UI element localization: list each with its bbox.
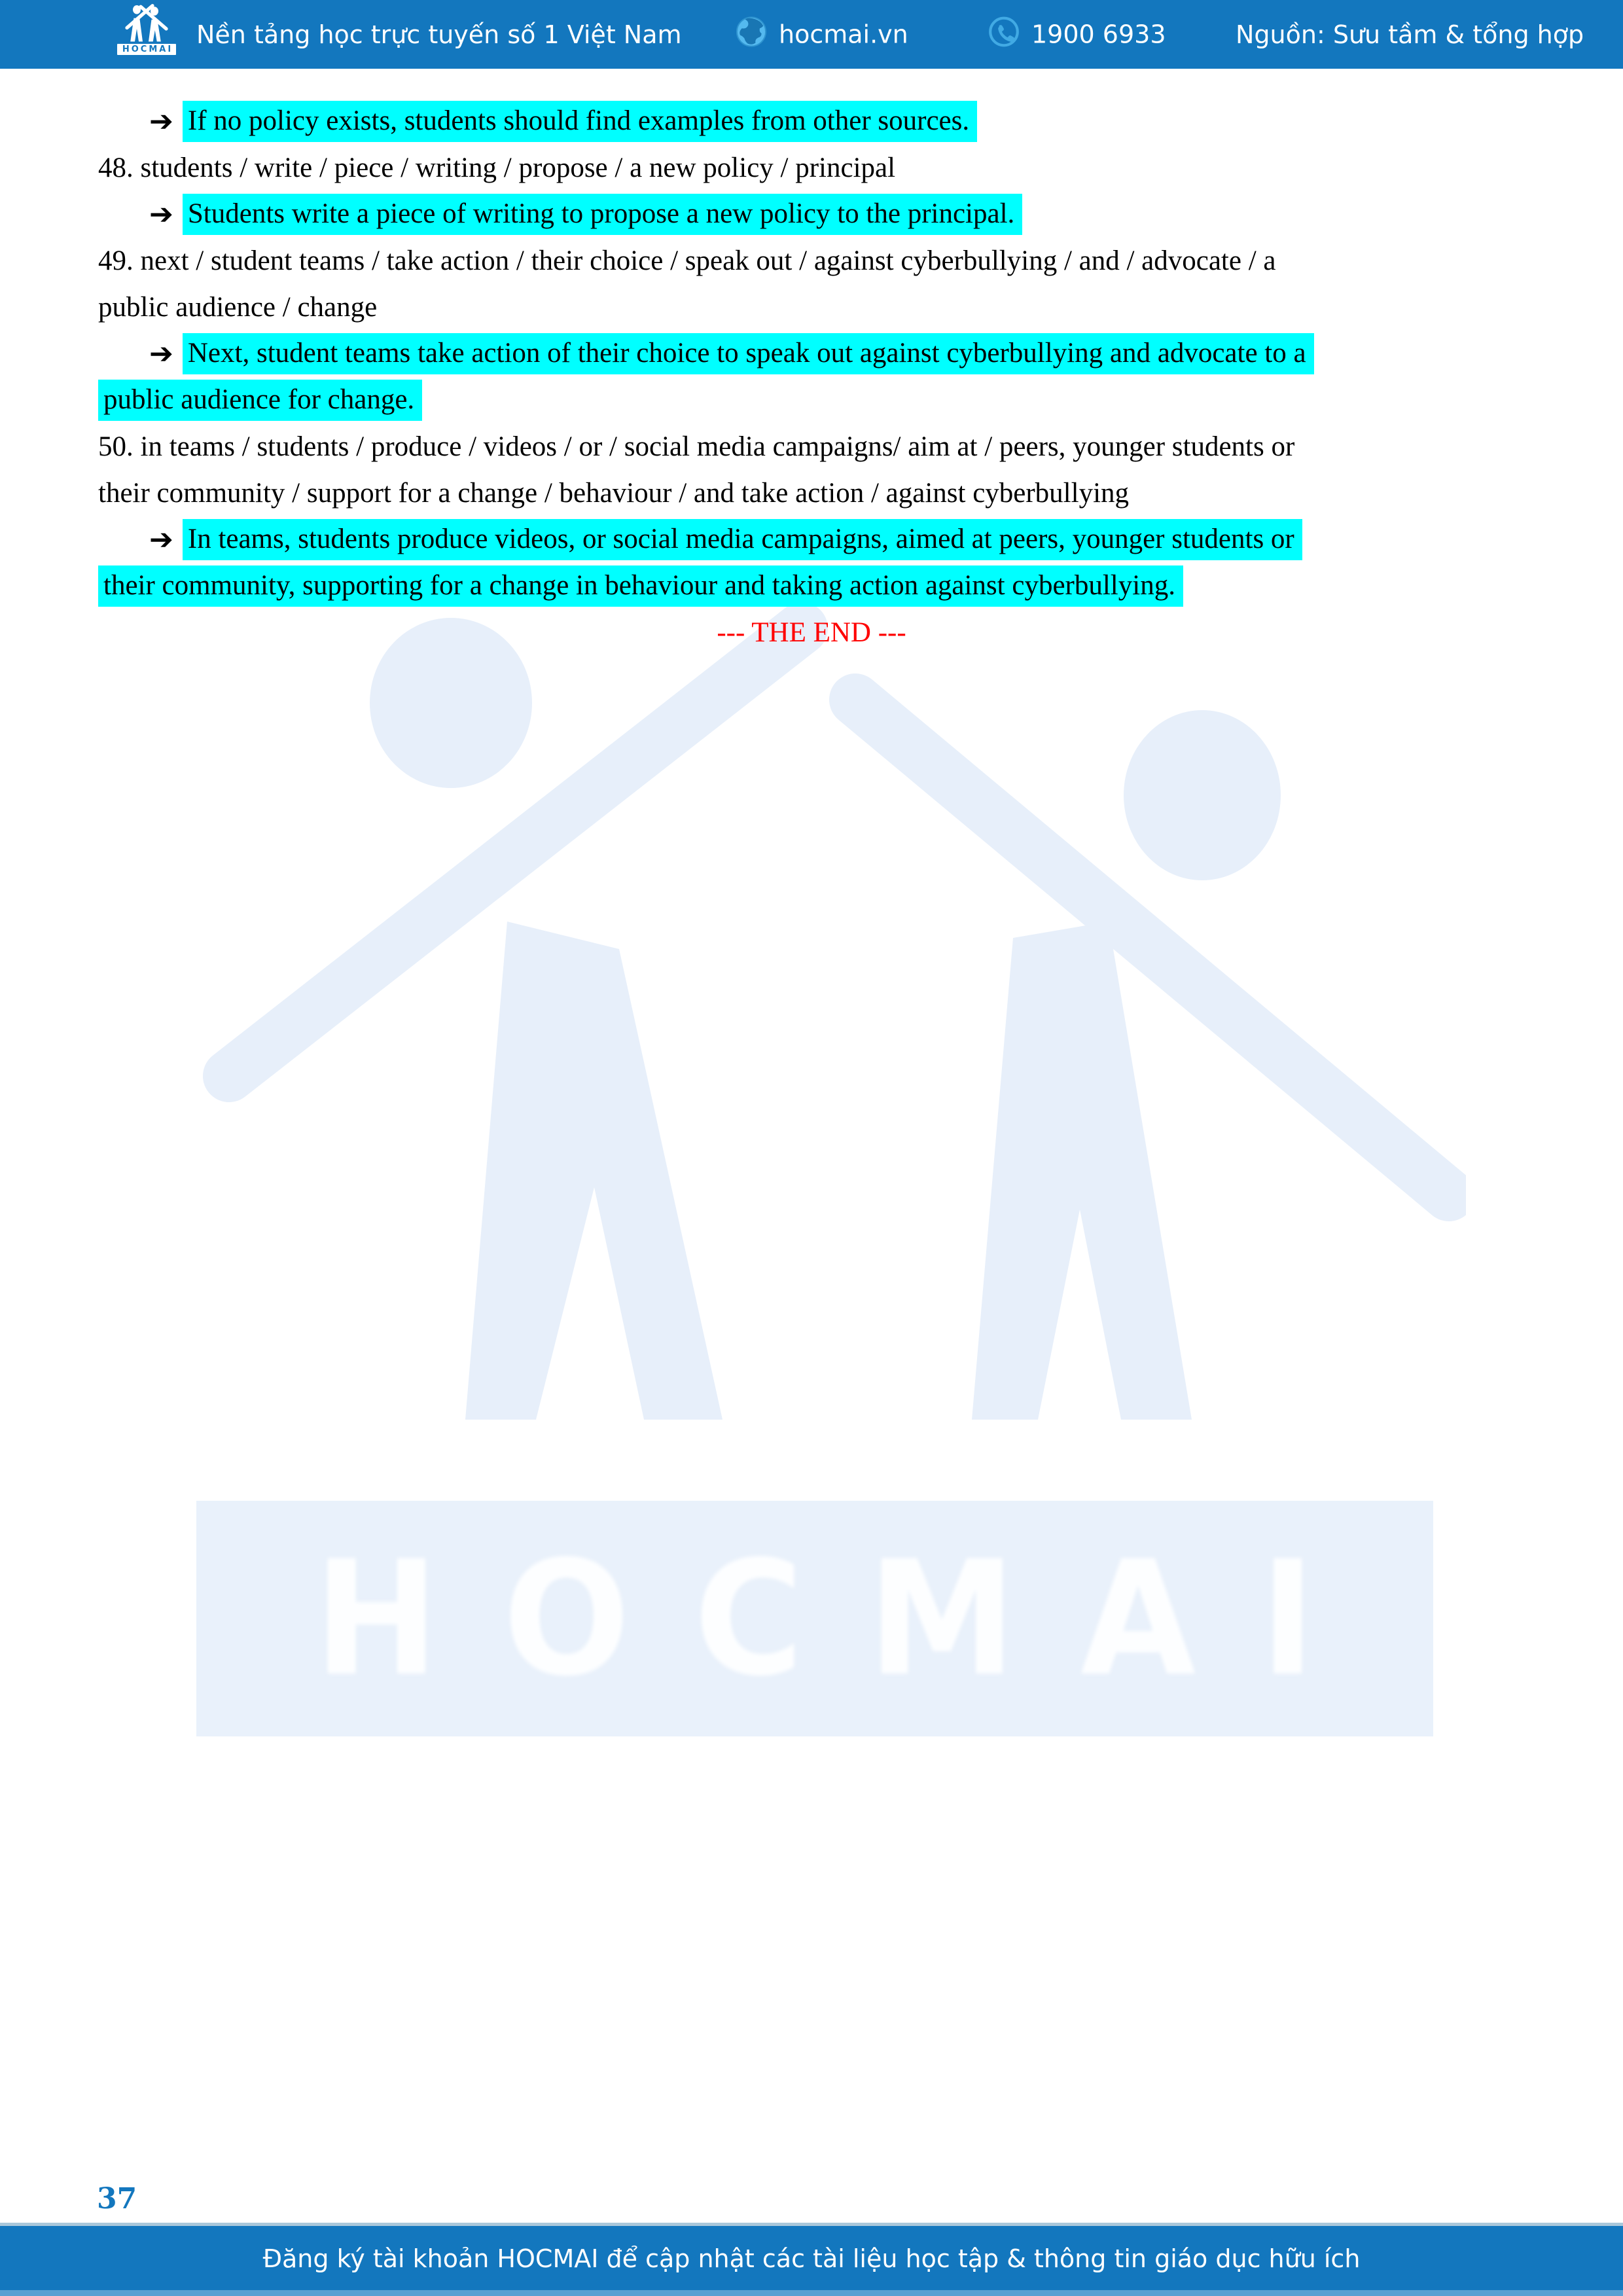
- content-line-10: [98, 516, 1525, 563]
- exercise-item-continuation: public audience / change: [98, 292, 378, 323]
- highlighted-answer: If no policy exists, students should find examples from other sources.: [183, 101, 977, 142]
- phone-icon: [987, 14, 1021, 54]
- content-line-7: [98, 377, 1525, 423]
- arrow-icon: ➔: [149, 338, 173, 370]
- page-number: 37: [97, 2182, 137, 2215]
- arrow-icon: ➔: [149, 105, 173, 137]
- header-phone: 1900 6933: [1031, 20, 1166, 49]
- content-line-9: [98, 470, 1525, 516]
- exercise-item-text: 50. in teams / students / produce / videos / or / social media campaigns/ aim at / peers, younger students or: [98, 431, 1295, 462]
- highlighted-answer-continuation: public audience for change.: [98, 380, 422, 421]
- the-end-marker: --- THE END ---: [717, 617, 906, 648]
- highlighted-answer: Next, student teams take action of their choice to speak out against cyberbullying and advocate to a: [183, 333, 1314, 374]
- exercise-item-text: 48. students / write / piece / writing / propose / a new policy / principal: [98, 152, 896, 183]
- footer-text: Đăng ký tài khoản HOCMAI để cập nhật các tài liệu học tập & thông tin giáo dục hữu ích: [262, 2244, 1361, 2273]
- footer-bar: [0, 2223, 1623, 2296]
- header-website: hocmai.vn: [779, 20, 908, 49]
- highlighted-answer: Students write a piece of writing to propose a new policy to the principal.: [183, 194, 1022, 235]
- footer-bottom-strip: [0, 2290, 1623, 2296]
- content-line-5: [98, 284, 1525, 331]
- hocmai-watermark-banner: [196, 1501, 1433, 1736]
- globe-icon: [734, 14, 768, 54]
- header-bar: [0, 0, 1623, 69]
- content-line-6: [98, 331, 1525, 377]
- content-line-11: [98, 563, 1525, 609]
- arrow-icon: ➔: [149, 198, 173, 230]
- exercise-item-text: 49. next / student teams / take action / their choice / speak out / against cyberbullying / and / advocate / a: [98, 245, 1276, 276]
- hocmai-logo: [113, 3, 181, 55]
- people-watermark: [183, 602, 1466, 1440]
- content-line-4: [98, 238, 1525, 284]
- highlighted-answer: In teams, students produce videos, or social media campaigns, aimed at peers, younger students or: [183, 519, 1302, 560]
- hocmai-people-icon: [114, 3, 179, 43]
- content-line-3: [98, 191, 1525, 238]
- exercise-content: [98, 98, 1525, 656]
- header-source: Nguồn: Sưu tầm & tổng hợp: [1236, 20, 1584, 49]
- logo-wordmark: HOCMAI: [117, 44, 176, 55]
- arrow-icon: ➔: [149, 524, 173, 556]
- highlighted-answer-continuation: their community, supporting for a change in behaviour and taking action against cyberbullying.: [98, 565, 1183, 607]
- content-line-12: [98, 609, 1525, 656]
- content-line-8: [98, 423, 1525, 470]
- header-tagline: Nền tảng học trực tuyến số 1 Việt Nam: [196, 20, 682, 49]
- watermark-text: HOCMAI: [313, 1526, 1380, 1711]
- content-line-2: [98, 145, 1525, 191]
- content-line-1: [98, 98, 1525, 145]
- exercise-item-continuation: their community / support for a change / behaviour / and take action / against cyberbullying: [98, 478, 1130, 509]
